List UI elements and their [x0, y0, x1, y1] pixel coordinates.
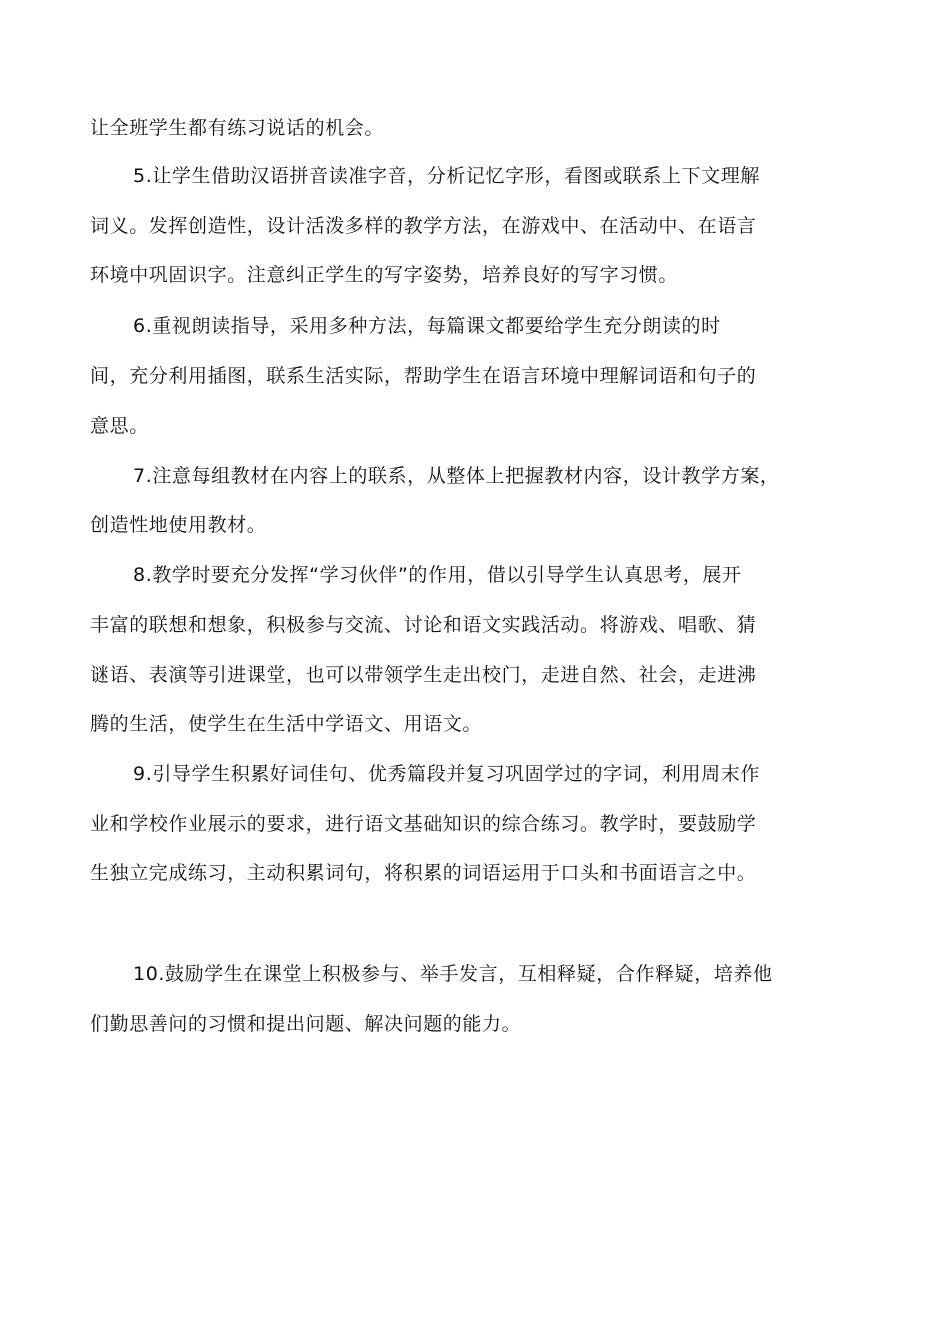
- paragraph-8-line-4: 腾的生活，使学生在生活中学语文、用语文。: [90, 713, 483, 735]
- paragraph-5-line-3: 环境中巩固识字。注意纠正学生的写字姿势，培养良好的写字习惯。: [90, 264, 679, 286]
- paragraph-8-line-2: 丰富的联想和想象，积极参与交流、讨论和语文实践活动。将游戏、唱歌、猜: [90, 614, 757, 636]
- paragraph-6-line-2: 间，充分利用插图，联系生活实际，帮助学生在语言环境中理解词语和句子的: [90, 365, 757, 387]
- paragraph-10-line-2: 们勤思善问的习惯和提出问题、解决问题的能力。: [90, 1013, 522, 1035]
- paragraph-6-line-3: 意思。: [90, 415, 149, 437]
- paragraph-9-line-3: 生独立完成练习，主动积累词句，将积累的词语运用于口头和书面语言之中。: [90, 862, 757, 884]
- text-line: 让全班学生都有练习说话的机会。: [90, 117, 385, 139]
- paragraph-7-line-1: 7.注意每组教材在内容上的联系，从整体上把握教材内容，设计教学方案，: [133, 465, 780, 487]
- paragraph-7-line-2: 创造性地使用教材。: [90, 514, 267, 536]
- paragraph-8-line-3: 谜语、表演等引进课堂，也可以带领学生走出校门，走进自然、社会，走进沸: [90, 664, 757, 686]
- paragraph-5-line-2: 词义。发挥创造性，设计活泼多样的教学方法，在游戏中、在活动中、在语言: [90, 215, 757, 237]
- paragraph-8-line-1: 8.教学时要充分发挥“学习伙伴”的作用，借以引导学生认真思考，展开: [133, 564, 742, 586]
- paragraph-9-line-1: 9.引导学生积累好词佳句、优秀篇段并复习巩固学过的字词，利用周末作: [133, 763, 760, 785]
- paragraph-10-line-1: 10.鼓励学生在课堂上积极参与、举手发言，互相释疑，合作释疑，培养他: [133, 963, 773, 985]
- paragraph-9-line-2: 业和学校作业展示的要求，进行语文基础知识的综合练习。教学时，要鼓励学: [90, 813, 757, 835]
- paragraph-6-line-1: 6.重视朗读指导，采用多种方法，每篇课文都要给学生充分朗读的时: [133, 315, 721, 337]
- paragraph-5-line-1: 5.让学生借助汉语拼音读准字音，分析记忆字形，看图或联系上下文理解: [133, 165, 760, 187]
